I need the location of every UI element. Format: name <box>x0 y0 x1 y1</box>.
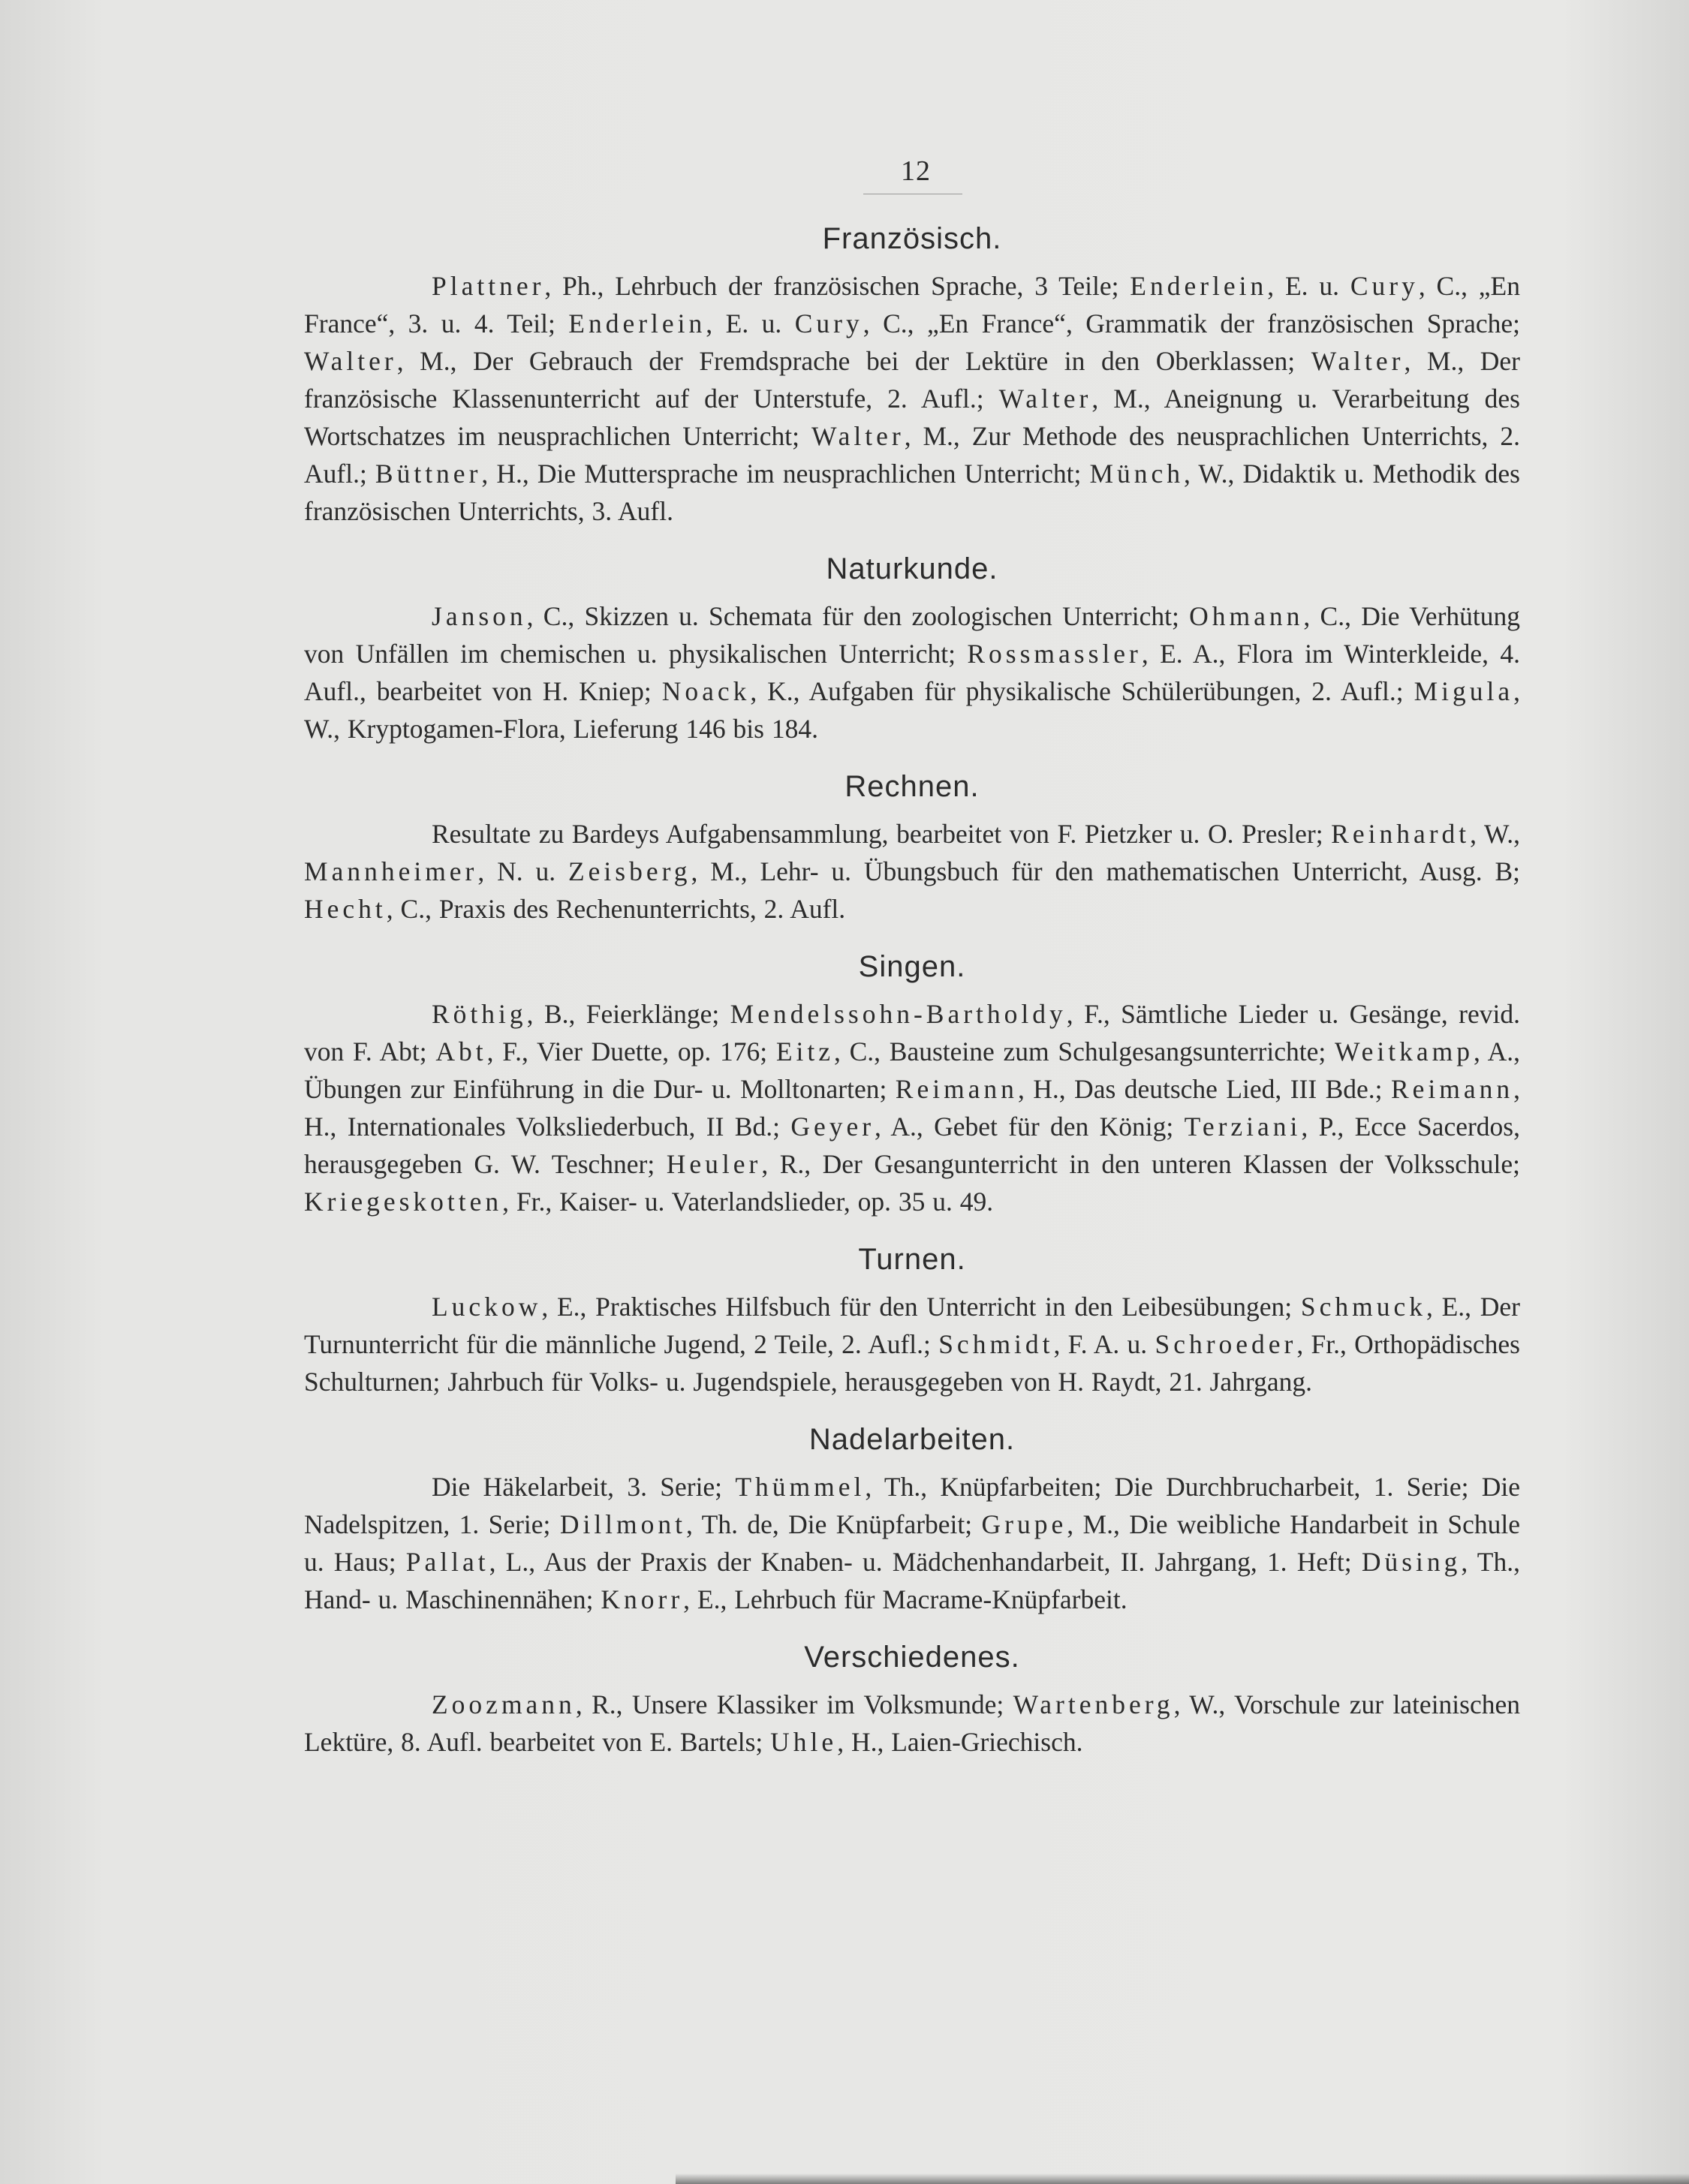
author-name: Eitz <box>775 1036 834 1066</box>
citation-text: , E., Der Turnunterricht für die männliche Jugend, 2 Teile, 2. Aufl.; <box>304 1292 1520 1359</box>
citation-text: , Ph., Lehrbuch der französischen Sprache, 3 Teile; <box>544 271 1131 301</box>
citation-text: , R., Der Gesangunterricht in den unteren Klassen der Volksschule; <box>761 1149 1521 1179</box>
author-name: Heuler <box>666 1149 762 1179</box>
citation-text: , Th., Hand- u. Maschinennähen; <box>304 1547 1520 1614</box>
author-name: Grupe <box>981 1509 1067 1539</box>
citation-text: , C., Bausteine zum Schulgesangsunterrichte; <box>834 1036 1335 1066</box>
section-body <box>304 267 1520 530</box>
section-title: Nadelarbeiten. <box>808 1423 1016 1456</box>
section-title: Französisch. <box>822 222 1002 255</box>
section-body <box>304 597 1520 748</box>
section-title: Verschiedenes. <box>804 1641 1020 1674</box>
author-name: Röthig <box>432 999 527 1029</box>
author-name: Kriegeskotten <box>304 1187 503 1217</box>
author-name: Schmuck <box>1300 1292 1426 1322</box>
author-name: Walter <box>811 421 905 451</box>
citation-text: , H., Das deutsche Lied, III Bde.; <box>1017 1074 1391 1104</box>
author-name: Zoozmann <box>432 1689 576 1719</box>
author-name: Walter <box>304 346 397 376</box>
section-body <box>304 1288 1520 1400</box>
author-name: Weitkamp <box>1334 1036 1474 1066</box>
citation-text: , H., Laien-Griechisch. <box>837 1727 1083 1757</box>
author-name: Enderlein <box>568 308 706 338</box>
citation-text: , W., Didaktik u. Methodik des französischen Unterrichts, 3. Aufl. <box>304 459 1520 526</box>
citation-text: , P., Ecce Sacerdos, herausgegeben G. W. Teschner; <box>304 1112 1520 1179</box>
section-body <box>304 995 1520 1220</box>
citation-text: Resultate zu Bardeys Aufgabensammlung, bearbeitet von F. Pietzker u. O. Presler; <box>432 819 1332 849</box>
author-name: Enderlein <box>1130 271 1268 301</box>
section-nadelarbeiten <box>304 1423 1520 1618</box>
author-name: Dillmont <box>559 1509 687 1539</box>
author-name: Terziani <box>1184 1112 1302 1142</box>
section-title: Naturkunde. <box>826 552 998 585</box>
author-name: Thümmel <box>735 1472 866 1502</box>
citation-text: , Fr., Kaiser- u. Vaterlandslieder, op. 35 u. 49. <box>502 1187 994 1217</box>
section-body <box>304 815 1520 928</box>
author-name: Büttner <box>375 459 482 489</box>
section-turnen <box>304 1243 1520 1400</box>
author-name: Walter <box>998 384 1092 414</box>
author-name: Luckow <box>432 1292 542 1322</box>
author-name: Mendelssohn-Bartholdy <box>730 999 1067 1029</box>
section-verschiedenes <box>304 1641 1520 1761</box>
citation-text: , C., Skizzen u. Schemata für den zoologischen Unterricht; <box>526 601 1190 631</box>
author-name: Mannheimer <box>304 856 478 886</box>
author-name: Pallat <box>405 1547 489 1577</box>
author-name: Cury <box>1350 271 1419 301</box>
citation-text: , C., Praxis des Rechenunterrichts, 2. Aufl. <box>386 894 846 924</box>
author-name: Reinhardt <box>1331 819 1471 849</box>
author-name: Migula <box>1414 676 1514 706</box>
scan-shadow <box>676 2173 1689 2184</box>
author-name: Zeisberg <box>568 856 691 886</box>
citation-text: , L., Aus der Praxis der Knaben- u. Mädchenhandarbeit, II. Jahrgang, 1. Heft; <box>489 1547 1362 1577</box>
citation-text: , M., Der Gebrauch der Fremdsprache bei der Lektüre in den Oberklassen; <box>396 346 1311 376</box>
citation-text: , E., Praktisches Hilfsbuch für den Unterricht in den Leibesübungen; <box>541 1292 1301 1322</box>
citation-text: , M., Lehr- u. Übungsbuch für den mathematischen Unterricht, Ausg. B; <box>691 856 1520 886</box>
citation-text: , E. u. <box>706 308 795 338</box>
section-franzoesisch <box>304 222 1520 530</box>
author-name: Wartenberg <box>1013 1689 1174 1719</box>
citation-text: , Fr., Orthopädisches Schulturnen; Jahrbuch für Volks- u. Jugendspiele, herausgegeben von H. Raydt, 21. Jahrgang. <box>304 1329 1520 1397</box>
citation-text: Die Häkelarbeit, 3. Serie; <box>432 1472 736 1502</box>
author-name: Schroeder <box>1155 1329 1297 1359</box>
citation-text: , H., Die Muttersprache im neusprachlichen Unterricht; <box>481 459 1090 489</box>
author-name: Walter <box>1311 346 1404 376</box>
citation-text: , M., Zur Methode des neusprachlichen Unterrichts, 2. Aufl.; <box>304 421 1520 489</box>
author-name: Plattner <box>432 271 545 301</box>
author-name: Düsing <box>1361 1547 1462 1577</box>
citation-text: , A., Übungen zur Einführung in die Dur- u. Molltonarten; <box>304 1036 1521 1104</box>
citation-text: , E. u. <box>1267 271 1350 301</box>
citation-text: , A., Gebet für den König; <box>875 1112 1185 1142</box>
section-body <box>304 1468 1520 1618</box>
author-name: Hecht <box>304 894 387 924</box>
author-name: Reimann <box>1390 1074 1514 1104</box>
section-title: Turnen. <box>858 1243 966 1276</box>
citation-text: , Th. de, Die Knüpfarbeit; <box>686 1509 982 1539</box>
citation-text: , E. A., Flora im Winterkleide, 4. Aufl., bearbeitet von H. Kniep; <box>304 639 1520 706</box>
author-name: Schmidt <box>938 1329 1054 1359</box>
author-name: Geyer <box>790 1112 875 1142</box>
author-name: Janson <box>432 601 527 631</box>
author-name: Ohmann <box>1189 601 1304 631</box>
citation-text: , W., <box>1470 819 1521 849</box>
author-name: Knorr <box>601 1584 684 1614</box>
citation-text: , B., Feierklänge; <box>526 999 730 1029</box>
citation-text: , M., Die weibliche Handarbeit in Schule u. Haus; <box>304 1509 1520 1577</box>
citation-text: , W., Kryptogamen-Flora, Lieferung 146 bis 184. <box>304 676 1520 744</box>
citation-text: , R., Unsere Klassiker im Volksmunde; <box>575 1689 1013 1719</box>
citation-text: , F. A. u. <box>1053 1329 1155 1359</box>
citation-text: , C., Die Verhütung von Unfällen im chemischen u. physikalischen Unterricht; <box>304 601 1521 669</box>
page-number: 12 <box>901 155 931 187</box>
section-title: Rechnen. <box>844 770 980 803</box>
page-content <box>304 222 1520 1783</box>
author-name: Münch <box>1089 459 1185 489</box>
citation-text: , C., „En France“, 3. u. 4. Teil; <box>304 271 1520 338</box>
citation-text: , H., Internationales Volksliederbuch, II Bd.; <box>304 1074 1520 1142</box>
author-name: Abt <box>435 1036 487 1066</box>
citation-text: , Th., Knüpfarbeiten; Die Durchbrucharbeit, 1. Serie; Die Nadelspitzen, 1. Serie; <box>304 1472 1520 1539</box>
citation-text: , M., Aneignung u. Verarbeitung des Wortschatzes im neusprachlichen Unterricht; <box>304 384 1520 451</box>
citation-text: , W., Vorschule zur lateinischen Lektüre, 8. Aufl. bearbeitet von E. Bartels; <box>304 1689 1520 1757</box>
author-name: Rossmassler <box>967 639 1142 669</box>
citation-text: , E., Lehrbuch für Macrame-Knüpfarbeit. <box>683 1584 1128 1614</box>
section-singen <box>304 950 1520 1220</box>
author-name: Cury <box>794 308 863 338</box>
author-name: Uhle <box>770 1727 838 1757</box>
citation-text: , K., Aufgaben für physikalische Schülerübungen, 2. Aufl.; <box>750 676 1414 706</box>
citation-text: , F., Sämtliche Lieder u. Gesänge, revid. von F. Abt; <box>304 999 1520 1066</box>
citation-text: , C., „En France“, Grammatik der französischen Sprache; <box>863 308 1521 338</box>
section-rechnen <box>304 770 1520 928</box>
section-naturkunde <box>304 552 1520 748</box>
section-title: Singen. <box>858 950 966 983</box>
citation-text: , N. u. <box>477 856 568 886</box>
section-body <box>304 1686 1520 1761</box>
author-name: Reimann <box>895 1074 1018 1104</box>
author-name: Noack <box>661 676 751 706</box>
citation-text: , M., Der französische Klassenunterricht auf der Unterstufe, 2. Aufl.; <box>304 346 1521 414</box>
citation-text: , F., Vier Duette, op. 176; <box>486 1036 776 1066</box>
